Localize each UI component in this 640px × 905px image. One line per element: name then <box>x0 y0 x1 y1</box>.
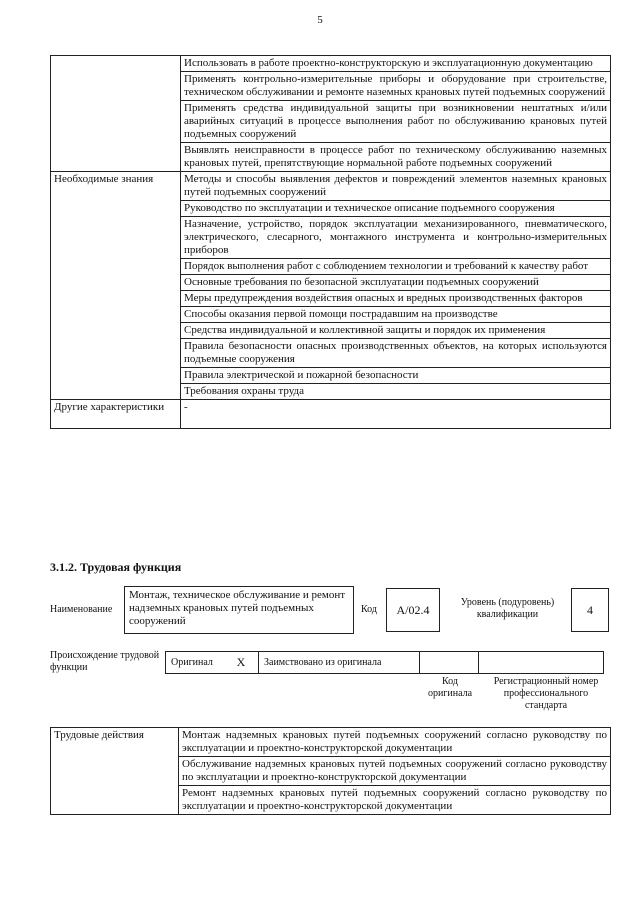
labor-action-item: Монтаж надземных крановых путей подъемных сооружений согласно руководству по эксплуатации и проектно-конструкторской документации <box>179 728 611 757</box>
function-name-box: Монтаж, техническое обслуживание и ремонт надземных крановых путей подъемных сооружений <box>124 586 354 634</box>
origin-table <box>165 651 604 674</box>
skill-item: Использовать в работе проектно-конструкторскую и эксплуатационную документацию <box>181 56 611 72</box>
knowledge-item: Средства индивидуальной и коллективной защиты и порядок их применения <box>181 323 611 339</box>
other-characteristics-label: Другие характеристики <box>51 400 181 429</box>
original-label: Оригинал <box>166 652 225 674</box>
knowledge-item: Правила безопасности опасных производственных объектов, на которых используются подъемные сооружения <box>181 339 611 368</box>
labor-actions-label: Трудовые действия <box>51 728 179 815</box>
level-box: 4 <box>571 588 609 632</box>
knowledge-item: Меры предупреждения воздействия опасных и вредных производственных факторов <box>181 291 611 307</box>
table-row <box>51 400 611 429</box>
code-caption: Код оригинала <box>427 676 473 699</box>
table-row <box>166 652 604 674</box>
skill-item: Выявлять неисправности в процессе работ по техническому обслуживанию наземных крановых путей, препятствующие нормальной работе подъемных сооружений <box>181 143 611 172</box>
original-mark: X <box>224 652 259 674</box>
labor-action-item: Обслуживание надземных крановых путей подъемных сооружений согласно руководству по эксплуатации и проектно-конструкторской документации <box>179 757 611 786</box>
page-number: 5 <box>317 14 323 26</box>
code-label: Код <box>361 604 377 615</box>
knowledge-item: Руководство по эксплуатации и техническое описание подъемного сооружения <box>181 201 611 217</box>
requirements-table <box>50 55 611 429</box>
knowledge-item: Правила электрической и пожарной безопасности <box>181 368 611 384</box>
knowledge-item: Назначение, устройство, порядок эксплуатации механизированного, пневматического, электрического, слесарного, монтажного инструмента и контрольно-измерительных приборов <box>181 217 611 259</box>
level-label: Уровень (подуровень) квалификации <box>460 597 555 620</box>
origin-label: Происхождение трудовой функции <box>50 650 160 673</box>
knowledge-item: Основные требования по безопасной эксплуатации подъемных сооружений <box>181 275 611 291</box>
registration-caption: Регистрационный номер профессионального стандарта <box>493 676 599 711</box>
knowledge-item: Методы и способы выявления дефектов и повреждений элементов наземных крановых путей подъемных сооружений <box>181 172 611 201</box>
knowledge-label: Необходимые знания <box>51 172 181 400</box>
table-row <box>51 172 611 201</box>
knowledge-item: Требования охраны труда <box>181 384 611 400</box>
table-row <box>51 56 611 72</box>
skills-label-cell <box>51 56 181 172</box>
skill-item: Применять контрольно-измерительные приборы и оборудование при строительстве, техническом обслуживании и ремонте наземных крановых путей подъемных сооружений <box>181 72 611 101</box>
name-label: Наименование <box>50 604 113 615</box>
knowledge-item: Способы оказания первой помощи пострадавшим на производстве <box>181 307 611 323</box>
original-code-cell <box>420 652 479 674</box>
function-code-box: А/02.4 <box>386 588 440 632</box>
table-row <box>51 728 611 757</box>
labor-actions-table <box>50 727 611 815</box>
knowledge-item: Порядок выполнения работ с соблюдением технологии и требований к качеству работ <box>181 259 611 275</box>
registration-number-cell <box>479 652 604 674</box>
borrowed-label: Заимствовано из оригинала <box>259 652 420 674</box>
labor-action-item: Ремонт надземных крановых путей подъемных сооружений согласно руководству по эксплуатации и проектно-конструкторской документации <box>179 786 611 815</box>
other-characteristics-value: - <box>181 400 611 429</box>
section-title: 3.1.2. Трудовая функция <box>50 560 182 574</box>
skill-item: Применять средства индивидуальной защиты при возникновении нештатных и/или аварийных ситуаций в процессе выполнения работ по обслуживанию крановых путей подъемных сооружений <box>181 101 611 143</box>
